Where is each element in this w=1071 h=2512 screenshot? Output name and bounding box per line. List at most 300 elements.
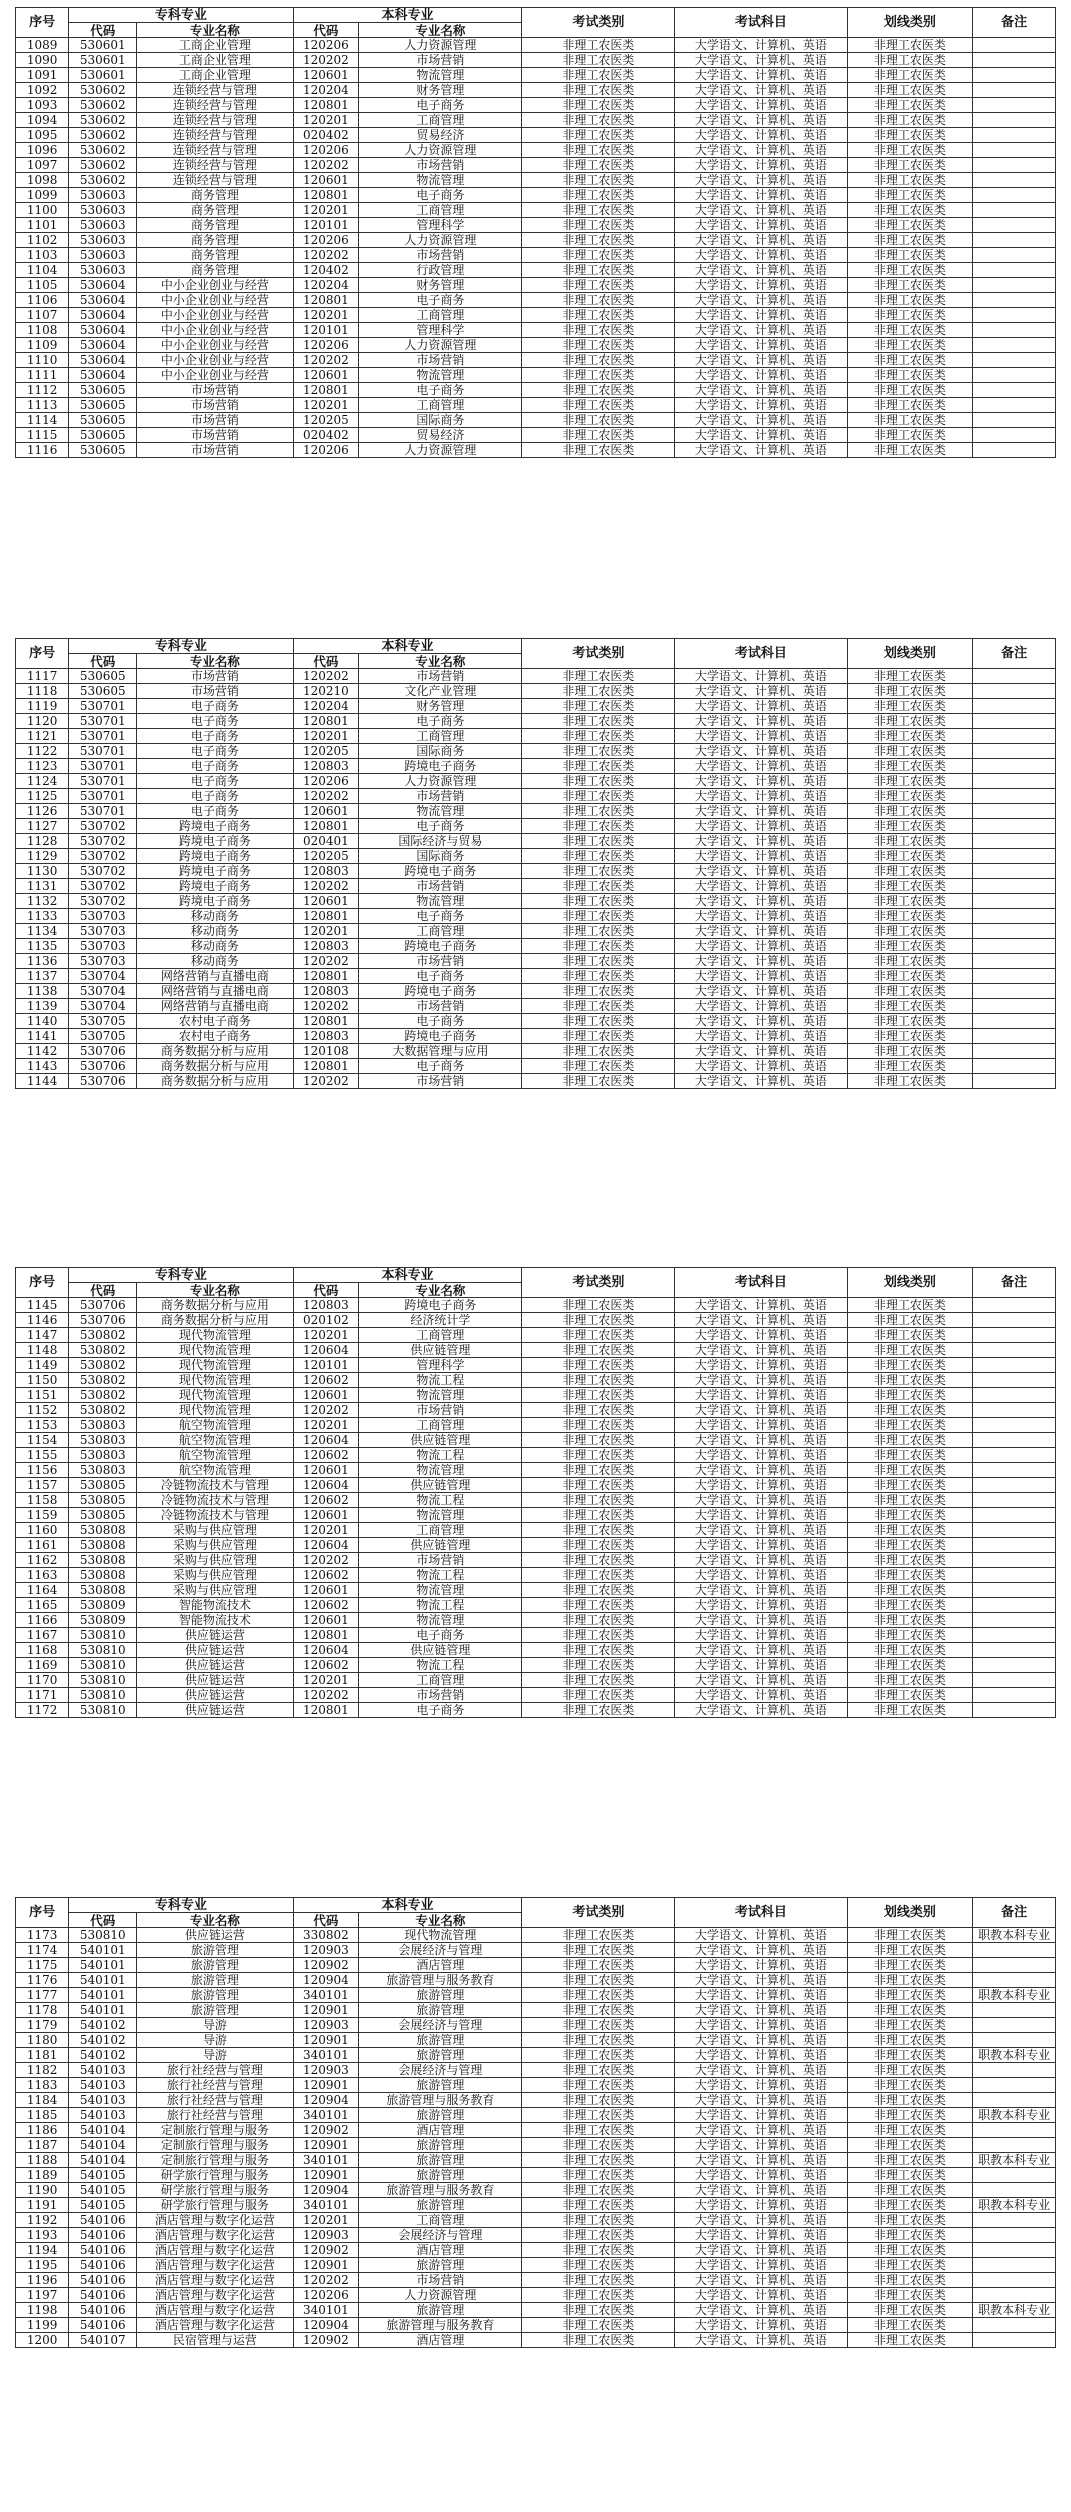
cell-zk-code: 530701 [69, 759, 137, 774]
table-row [16, 2243, 1056, 2258]
cell-exam-subjects: 大学语文、计算机、英语 [675, 1688, 847, 1703]
cell-zk-name: 采购与供应管理 [137, 1568, 293, 1583]
cell-exam-type: 非理工农医类 [522, 1988, 675, 2003]
cell-line-type: 非理工农医类 [847, 699, 973, 714]
cell-exam-type: 非理工农医类 [522, 248, 675, 263]
cell-bk-name: 会展经济与管理 [359, 2063, 522, 2078]
cell-exam-subjects: 大学语文、计算机、英语 [675, 173, 847, 188]
cell-bk-code: 120801 [293, 969, 359, 984]
cell-bk-name: 旅游管理 [359, 2168, 522, 2183]
cell-exam-type: 非理工农医类 [522, 1688, 675, 1703]
cell-bk-code: 120201 [293, 1673, 359, 1688]
cell-bk-code: 120803 [293, 759, 359, 774]
cell-exam-type: 非理工农医类 [522, 1373, 675, 1388]
cell-bk-name: 现代物流管理 [359, 1928, 522, 1943]
cell-bk-name: 市场营销 [359, 999, 522, 1014]
header-zk-group: 专科专业 [69, 1268, 293, 1283]
cell-note [973, 789, 1056, 804]
table-row [16, 699, 1056, 714]
cell-seq: 1184 [16, 2093, 69, 2108]
cell-line-type: 非理工农医类 [847, 38, 973, 53]
header-zk-group: 专科专业 [69, 639, 293, 654]
cell-seq: 1131 [16, 879, 69, 894]
cell-exam-subjects: 大学语文、计算机、英语 [675, 984, 847, 999]
cell-line-type: 非理工农医类 [847, 1643, 973, 1658]
cell-bk-name: 电子商务 [359, 969, 522, 984]
cell-line-type: 非理工农医类 [847, 2138, 973, 2153]
cell-seq: 1093 [16, 98, 69, 113]
cell-zk-name: 市场营销 [137, 443, 293, 458]
cell-zk-name: 中小企业创业与经营 [137, 338, 293, 353]
cell-zk-name: 研学旅行管理与服务 [137, 2183, 293, 2198]
cell-zk-name: 定制旅行管理与服务 [137, 2153, 293, 2168]
cell-note [973, 428, 1056, 443]
header-note: 备注 [973, 639, 1056, 669]
cell-seq: 1173 [16, 1928, 69, 1943]
cell-bk-name: 市场营销 [359, 158, 522, 173]
cell-zk-code: 530602 [69, 173, 137, 188]
header-seq: 序号 [16, 639, 69, 669]
cell-exam-subjects: 大学语文、计算机、英语 [675, 1403, 847, 1418]
cell-note [973, 1448, 1056, 1463]
cell-seq: 1197 [16, 2288, 69, 2303]
cell-line-type: 非理工农医类 [847, 1508, 973, 1523]
cell-note [973, 2003, 1056, 2018]
cell-exam-type: 非理工农医类 [522, 413, 675, 428]
cell-seq: 1129 [16, 849, 69, 864]
cell-note [973, 1328, 1056, 1343]
cell-zk-code: 530805 [69, 1478, 137, 1493]
cell-seq: 1161 [16, 1538, 69, 1553]
cell-bk-name: 国际经济与贸易 [359, 834, 522, 849]
header-zk-code: 代码 [69, 1283, 137, 1298]
cell-bk-name: 工商管理 [359, 1523, 522, 1538]
table-row [16, 383, 1056, 398]
table-row [16, 2078, 1056, 2093]
cell-line-type: 非理工农医类 [847, 1613, 973, 1628]
cell-exam-type: 非理工农医类 [522, 1628, 675, 1643]
cell-seq: 1159 [16, 1508, 69, 1523]
cell-exam-subjects: 大学语文、计算机、英语 [675, 1583, 847, 1598]
cell-exam-type: 非理工农医类 [522, 1029, 675, 1044]
cell-zk-code: 530702 [69, 894, 137, 909]
cell-line-type: 非理工农医类 [847, 2093, 973, 2108]
cell-note [973, 924, 1056, 939]
cell-exam-subjects: 大学语文、计算机、英语 [675, 398, 847, 413]
cell-exam-subjects: 大学语文、计算机、英语 [675, 894, 847, 909]
cell-note [973, 413, 1056, 428]
cell-zk-code: 530605 [69, 669, 137, 684]
cell-bk-name: 市场营销 [359, 879, 522, 894]
cell-seq: 1103 [16, 248, 69, 263]
cell-bk-code: 340101 [293, 2048, 359, 2063]
cell-seq: 1127 [16, 819, 69, 834]
cell-exam-subjects: 大学语文、计算机、英语 [675, 2153, 847, 2168]
cell-exam-type: 非理工农医类 [522, 2198, 675, 2213]
cell-exam-subjects: 大学语文、计算机、英语 [675, 203, 847, 218]
cell-exam-type: 非理工农医类 [522, 2228, 675, 2243]
cell-line-type: 非理工农医类 [847, 1523, 973, 1538]
cell-seq: 1155 [16, 1448, 69, 1463]
cell-zk-code: 530808 [69, 1568, 137, 1583]
cell-exam-subjects: 大学语文、计算机、英语 [675, 2258, 847, 2273]
cell-seq: 1120 [16, 714, 69, 729]
cell-note [973, 248, 1056, 263]
cell-exam-type: 非理工农医类 [522, 383, 675, 398]
cell-seq: 1145 [16, 1298, 69, 1313]
cell-zk-code: 530702 [69, 819, 137, 834]
cell-bk-code: 120601 [293, 1508, 359, 1523]
cell-seq: 1180 [16, 2033, 69, 2048]
cell-bk-code: 120202 [293, 353, 359, 368]
cell-bk-code: 120206 [293, 38, 359, 53]
cell-zk-code: 530701 [69, 804, 137, 819]
cell-line-type: 非理工农医类 [847, 158, 973, 173]
cell-bk-name: 跨境电子商务 [359, 1029, 522, 1044]
cell-exam-type: 非理工农医类 [522, 158, 675, 173]
cell-exam-type: 非理工农医类 [522, 53, 675, 68]
cell-zk-code: 540106 [69, 2213, 137, 2228]
cell-zk-code: 530602 [69, 128, 137, 143]
cell-bk-code: 120601 [293, 1613, 359, 1628]
table-row [16, 834, 1056, 849]
cell-bk-code: 340101 [293, 2303, 359, 2318]
cell-exam-type: 非理工农医类 [522, 819, 675, 834]
table-row [16, 203, 1056, 218]
table-row [16, 323, 1056, 338]
cell-note [973, 2018, 1056, 2033]
cell-bk-code: 120206 [293, 443, 359, 458]
cell-line-type: 非理工农医类 [847, 1658, 973, 1673]
cell-zk-code: 540102 [69, 2018, 137, 2033]
cell-zk-code: 530803 [69, 1463, 137, 1478]
table-row [16, 368, 1056, 383]
cell-exam-type: 非理工农医类 [522, 38, 675, 53]
cell-exam-subjects: 大学语文、计算机、英语 [675, 53, 847, 68]
cell-line-type: 非理工农医类 [847, 1478, 973, 1493]
cell-exam-subjects: 大学语文、计算机、英语 [675, 759, 847, 774]
table-row [16, 939, 1056, 954]
cell-line-type: 非理工农医类 [847, 2003, 973, 2018]
cell-zk-name: 工商企业管理 [137, 53, 293, 68]
cell-bk-name: 工商管理 [359, 729, 522, 744]
cell-note [973, 1583, 1056, 1598]
header-bk-name: 专业名称 [359, 1913, 522, 1928]
table-row [16, 233, 1056, 248]
cell-line-type: 非理工农医类 [847, 1703, 973, 1718]
cell-bk-code: 120901 [293, 2258, 359, 2273]
cell-exam-subjects: 大学语文、计算机、英语 [675, 338, 847, 353]
cell-zk-code: 530605 [69, 413, 137, 428]
cell-seq: 1192 [16, 2213, 69, 2228]
cell-bk-name: 供应链管理 [359, 1643, 522, 1658]
cell-zk-code: 530604 [69, 278, 137, 293]
cell-bk-code: 120601 [293, 1583, 359, 1598]
cell-seq: 1134 [16, 924, 69, 939]
cell-bk-code: 120202 [293, 1553, 359, 1568]
header-bk-code: 代码 [293, 23, 359, 38]
cell-bk-name: 跨境电子商务 [359, 939, 522, 954]
cell-exam-type: 非理工农医类 [522, 2333, 675, 2348]
cell-exam-type: 非理工农医类 [522, 834, 675, 849]
cell-seq: 1152 [16, 1403, 69, 1418]
cell-exam-type: 非理工农医类 [522, 368, 675, 383]
cell-bk-name: 工商管理 [359, 113, 522, 128]
cell-exam-type: 非理工农医类 [522, 1598, 675, 1613]
cell-line-type: 非理工农医类 [847, 789, 973, 804]
cell-bk-name: 旅游管理 [359, 2303, 522, 2318]
cell-bk-code: 120801 [293, 714, 359, 729]
cell-exam-subjects: 大学语文、计算机、英语 [675, 669, 847, 684]
cell-line-type: 非理工农医类 [847, 1074, 973, 1089]
table-section [15, 1267, 1056, 1718]
cell-exam-type: 非理工农医类 [522, 1059, 675, 1074]
cell-exam-subjects: 大学语文、计算机、英语 [675, 1553, 847, 1568]
cell-exam-type: 非理工农医类 [522, 1493, 675, 1508]
header-bk-group: 本科专业 [293, 1898, 522, 1913]
cell-zk-name: 定制旅行管理与服务 [137, 2123, 293, 2138]
cell-exam-subjects: 大学语文、计算机、英语 [675, 834, 847, 849]
cell-note [973, 2228, 1056, 2243]
cell-seq: 1193 [16, 2228, 69, 2243]
cell-seq: 1130 [16, 864, 69, 879]
cell-bk-name: 旅游管理与服务教育 [359, 2318, 522, 2333]
cell-zk-name: 跨境电子商务 [137, 849, 293, 864]
table-row [16, 1343, 1056, 1358]
table-row [16, 2063, 1056, 2078]
cell-bk-code: 120904 [293, 2093, 359, 2108]
cell-seq: 1099 [16, 188, 69, 203]
cell-bk-name: 酒店管理 [359, 2243, 522, 2258]
cell-zk-code: 530702 [69, 864, 137, 879]
cell-bk-code: 120202 [293, 1074, 359, 1089]
cell-zk-code: 540102 [69, 2033, 137, 2048]
cell-bk-name: 物流管理 [359, 368, 522, 383]
cell-seq: 1102 [16, 233, 69, 248]
header-exam-subjects: 考试科目 [675, 1898, 847, 1928]
cell-exam-type: 非理工农医类 [522, 774, 675, 789]
cell-seq: 1163 [16, 1568, 69, 1583]
cell-bk-code: 120201 [293, 1523, 359, 1538]
header-bk-group: 本科专业 [293, 1268, 522, 1283]
cell-exam-type: 非理工农医类 [522, 2288, 675, 2303]
cell-note [973, 143, 1056, 158]
cell-zk-code: 530704 [69, 999, 137, 1014]
table-row [16, 173, 1056, 188]
cell-zk-code: 540106 [69, 2228, 137, 2243]
cell-exam-subjects: 大学语文、计算机、英语 [675, 308, 847, 323]
cell-bk-name: 管理科学 [359, 323, 522, 338]
cell-line-type: 非理工农医类 [847, 669, 973, 684]
cell-zk-code: 530603 [69, 263, 137, 278]
cell-seq: 1117 [16, 669, 69, 684]
cell-zk-code: 530805 [69, 1508, 137, 1523]
cell-line-type: 非理工农医类 [847, 969, 973, 984]
cell-zk-code: 530604 [69, 323, 137, 338]
table-row [16, 1014, 1056, 1029]
cell-zk-name: 连锁经营与管理 [137, 98, 293, 113]
cell-zk-name: 移动商务 [137, 909, 293, 924]
cell-zk-code: 530601 [69, 68, 137, 83]
cell-line-type: 非理工农医类 [847, 2303, 973, 2318]
cell-note [973, 1059, 1056, 1074]
cell-exam-type: 非理工农医类 [522, 1508, 675, 1523]
cell-seq: 1141 [16, 1029, 69, 1044]
cell-line-type: 非理工农医类 [847, 1973, 973, 1988]
cell-zk-code: 540106 [69, 2273, 137, 2288]
cell-exam-type: 非理工农医类 [522, 2018, 675, 2033]
cell-bk-code: 120901 [293, 2168, 359, 2183]
cell-zk-name: 连锁经营与管理 [137, 113, 293, 128]
cell-line-type: 非理工农医类 [847, 2183, 973, 2198]
table-row [16, 68, 1056, 83]
cell-zk-code: 530702 [69, 849, 137, 864]
cell-exam-type: 非理工农医类 [522, 113, 675, 128]
table-row [16, 2183, 1056, 2198]
cell-bk-code: 120204 [293, 699, 359, 714]
cell-seq: 1186 [16, 2123, 69, 2138]
cell-bk-code: 120902 [293, 2123, 359, 2138]
cell-exam-type: 非理工农医类 [522, 293, 675, 308]
cell-line-type: 非理工农医类 [847, 413, 973, 428]
cell-bk-code: 120205 [293, 849, 359, 864]
cell-line-type: 非理工农医类 [847, 203, 973, 218]
cell-line-type: 非理工农医类 [847, 1373, 973, 1388]
cell-seq: 1092 [16, 83, 69, 98]
table-row [16, 804, 1056, 819]
table-row [16, 684, 1056, 699]
cell-seq: 1119 [16, 699, 69, 714]
table-row [16, 353, 1056, 368]
cell-exam-subjects: 大学语文、计算机、英语 [675, 188, 847, 203]
table-row [16, 2288, 1056, 2303]
cell-zk-code: 530701 [69, 789, 137, 804]
cell-exam-subjects: 大学语文、计算机、英语 [675, 2318, 847, 2333]
cell-bk-name: 物流工程 [359, 1568, 522, 1583]
cell-bk-code: 120202 [293, 879, 359, 894]
cell-exam-subjects: 大学语文、计算机、英语 [675, 158, 847, 173]
cell-exam-type: 非理工农医类 [522, 2318, 675, 2333]
cell-bk-code: 120202 [293, 158, 359, 173]
cell-zk-code: 540103 [69, 2063, 137, 2078]
cell-zk-code: 530808 [69, 1538, 137, 1553]
cell-exam-type: 非理工农医类 [522, 2003, 675, 2018]
cell-bk-name: 贸易经济 [359, 128, 522, 143]
cell-zk-code: 540105 [69, 2168, 137, 2183]
cell-note [973, 158, 1056, 173]
cell-exam-subjects: 大学语文、计算机、英语 [675, 248, 847, 263]
cell-bk-code: 120801 [293, 98, 359, 113]
cell-seq: 1182 [16, 2063, 69, 2078]
cell-bk-name: 物流管理 [359, 1583, 522, 1598]
cell-zk-name: 农村电子商务 [137, 1029, 293, 1044]
cell-exam-subjects: 大学语文、计算机、英语 [675, 744, 847, 759]
cell-note [973, 909, 1056, 924]
cell-zk-name: 市场营销 [137, 428, 293, 443]
cell-bk-code: 120201 [293, 729, 359, 744]
table-row [16, 1029, 1056, 1044]
cell-zk-code: 530808 [69, 1523, 137, 1538]
cell-zk-code: 530803 [69, 1448, 137, 1463]
cell-note [973, 2078, 1056, 2093]
cell-line-type: 非理工农医类 [847, 759, 973, 774]
cell-zk-name: 采购与供应管理 [137, 1538, 293, 1553]
cell-exam-type: 非理工农医类 [522, 1433, 675, 1448]
cell-bk-name: 旅游管理 [359, 2003, 522, 2018]
table-row [16, 263, 1056, 278]
cell-zk-code: 530810 [69, 1688, 137, 1703]
cell-line-type: 非理工农医类 [847, 443, 973, 458]
header-note: 备注 [973, 1268, 1056, 1298]
cell-bk-code: 120601 [293, 368, 359, 383]
cell-line-type: 非理工农医类 [847, 1298, 973, 1313]
cell-line-type: 非理工农医类 [847, 804, 973, 819]
cell-bk-code: 120801 [293, 1628, 359, 1643]
cell-zk-name: 工商企业管理 [137, 68, 293, 83]
cell-note [973, 128, 1056, 143]
cell-seq: 1110 [16, 353, 69, 368]
cell-exam-subjects: 大学语文、计算机、英语 [675, 128, 847, 143]
cell-exam-subjects: 大学语文、计算机、英语 [675, 1538, 847, 1553]
cell-note: 职教本科专业 [973, 2153, 1056, 2168]
header-zk-code: 代码 [69, 1913, 137, 1928]
table-row [16, 2258, 1056, 2273]
cell-line-type: 非理工农医类 [847, 1313, 973, 1328]
cell-bk-name: 物流工程 [359, 1658, 522, 1673]
table-row [16, 2168, 1056, 2183]
cell-exam-subjects: 大学语文、计算机、英语 [675, 1418, 847, 1433]
cell-zk-code: 530605 [69, 398, 137, 413]
cell-bk-name: 旅游管理 [359, 2108, 522, 2123]
cell-exam-type: 非理工农医类 [522, 1523, 675, 1538]
cell-exam-subjects: 大学语文、计算机、英语 [675, 1988, 847, 2003]
cell-zk-code: 540106 [69, 2303, 137, 2318]
header-seq: 序号 [16, 8, 69, 38]
cell-zk-code: 540105 [69, 2198, 137, 2213]
cell-bk-name: 市场营销 [359, 1688, 522, 1703]
header-bk-name: 专业名称 [359, 654, 522, 669]
cell-note [973, 2123, 1056, 2138]
cell-bk-code: 120202 [293, 1688, 359, 1703]
cell-zk-name: 酒店管理与数字化运营 [137, 2213, 293, 2228]
cell-note [973, 2093, 1056, 2108]
cell-zk-name: 市场营销 [137, 383, 293, 398]
cell-zk-name: 旅行社经营与管理 [137, 2093, 293, 2108]
cell-zk-name: 供应链运营 [137, 1703, 293, 1718]
cell-note [973, 1433, 1056, 1448]
cell-seq: 1168 [16, 1643, 69, 1658]
table-row [16, 2228, 1056, 2243]
cell-note [973, 1973, 1056, 1988]
cell-note [973, 1014, 1056, 1029]
table-row [16, 1044, 1056, 1059]
cell-note [973, 1688, 1056, 1703]
cell-note [973, 98, 1056, 113]
cell-zk-name: 跨境电子商务 [137, 819, 293, 834]
table-row [16, 38, 1056, 53]
cell-zk-name: 导游 [137, 2018, 293, 2033]
cell-exam-type: 非理工农医类 [522, 98, 675, 113]
table-row [16, 413, 1056, 428]
cell-zk-name: 现代物流管理 [137, 1403, 293, 1418]
cell-bk-name: 工商管理 [359, 1328, 522, 1343]
cell-bk-name: 旅游管理与服务教育 [359, 2093, 522, 2108]
cell-exam-subjects: 大学语文、计算机、英语 [675, 1014, 847, 1029]
cell-seq: 1172 [16, 1703, 69, 1718]
cell-exam-subjects: 大学语文、计算机、英语 [675, 789, 847, 804]
cell-seq: 1128 [16, 834, 69, 849]
cell-bk-code: 120602 [293, 1658, 359, 1673]
